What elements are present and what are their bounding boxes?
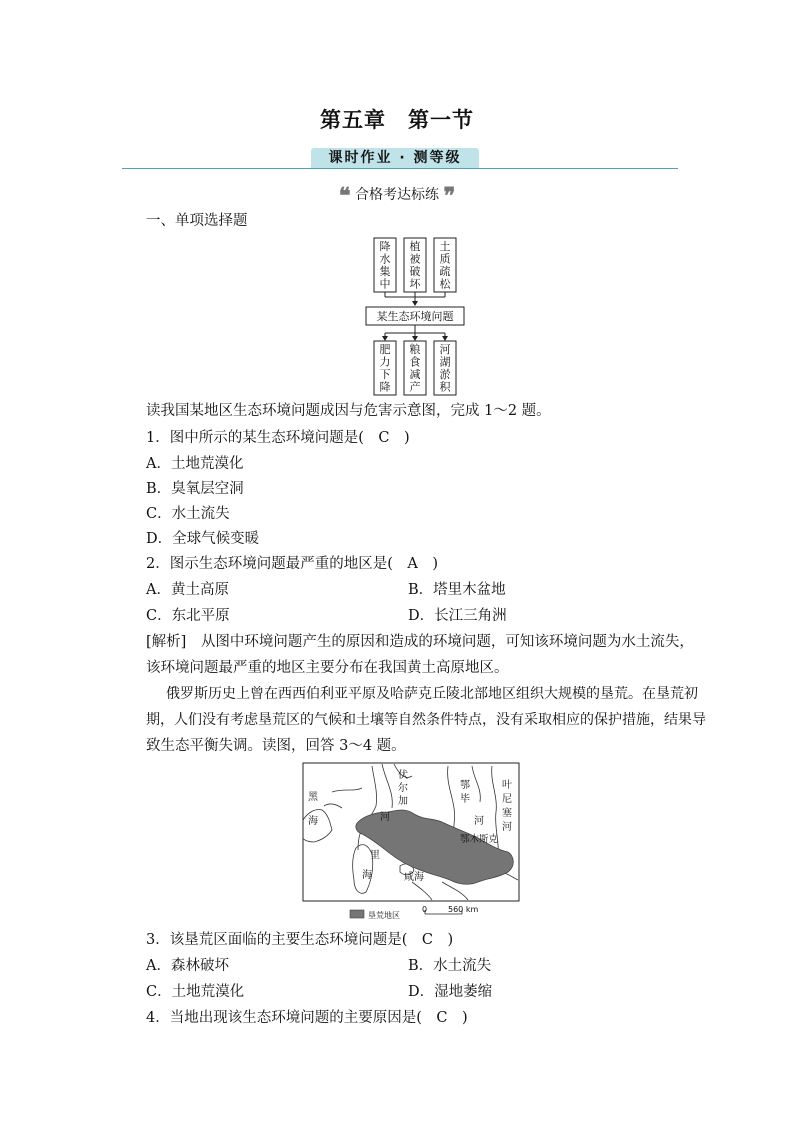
reclamation-map [302,762,520,922]
black-sea-label-2: 海 [308,816,318,827]
yenisei-label-1: 叶 [502,780,512,791]
legend-swatch [350,910,364,918]
intro-1: 读我国某地区生态环境问题成因与危害示意图，完成 1～2 题。 [146,403,551,419]
q1-stem: 1．图中所示的某生态环境问题是( C ) [146,430,410,446]
ob-label-1: 鄂 [460,780,470,791]
omsk-label: 鄂木斯克 [460,834,499,845]
volga-label-3: 加 [398,796,408,807]
ob-label-2: 毕 [460,794,470,805]
q3-option-d: D．湿地萎缩 [408,984,493,1000]
q2-option-c: C．东北平原 [146,608,230,624]
q2-option-a: A．黄土高原 [146,582,229,598]
q4-stem: 4．当地出现该生态环境问题的主要原因是( C ) [146,1010,468,1026]
header-rule [122,168,678,169]
volga-label-1: 伏 [398,770,408,781]
legend-label: 垦荒地区 [368,911,400,920]
q3-option-c: C．土地荒漠化 [146,984,245,1000]
scale-value: 560 km [448,905,479,914]
q2-option-b: B．塔里木盆地 [408,582,506,598]
intro-2-line-1: 俄罗斯历史上曾在西西伯利亚平原及哈萨克丘陵北部地区组织大规模的垦荒。在垦荒初 [166,686,698,702]
black-sea-label-1: 黑 [308,792,318,803]
caspian-label-1: 里 [370,850,380,861]
ob-label-3: 河 [474,816,484,827]
intro-2-line-2: 期，人们没有考虑垦荒区的气候和土壤等自然条件特点，没有采取相应的保护措施，结果导 [146,712,706,728]
scale-zero: 0 [422,905,428,914]
effect-label-2: 粮食减产 [409,343,421,394]
cause-label-2: 植被破坏 [409,240,421,291]
open-quote-icon: ❝ [338,183,351,209]
subheading [0,183,794,209]
yenisei-label-2: 尼 [502,794,512,805]
close-quote-icon: ❞ [443,183,456,209]
center-label: 某生态环境问题 [376,310,454,323]
section-heading: 一、单项选择题 [146,213,248,229]
q3-stem: 3．该垦荒区面临的主要生态环境问题是( C ) [146,932,454,948]
volga-river-label: 河 [380,812,390,823]
q2-stem: 2．图示生态环境问题最严重的地区是( A ) [146,556,439,572]
q2-option-d: D．长江三角洲 [408,608,507,624]
yenisei-label-4: 河 [502,822,512,833]
effect-label-1: 肥力下降 [379,343,391,394]
cause-label-3: 土质疏松 [439,240,451,291]
aral-label: 咸海 [404,872,424,883]
page-title: 第五章 第一节 [320,107,474,132]
explanation-line-1 [146,632,694,652]
effect-label-3: 河湖淤积 [439,343,451,394]
q1-option-b: B．臭氧层空洞 [146,481,244,497]
explanation-text-1: 从图中环境问题产生的原因和造成的环境问题，可知该环境问题为水土流失， [200,634,694,650]
q1-option-c: C．水土流失 [146,506,230,522]
cause-effect-diagram [364,233,468,397]
q3-option-a: A．森林破坏 [146,958,229,974]
cause-label-1: 降水集中 [379,240,391,291]
intro-2-line-3: 致生态平衡失调。读图，回答 3～4 题。 [146,738,406,754]
explanation-line-2: 该环境问题最严重的地区主要分布在我国黄土高原地区。 [146,660,509,676]
explanation-tag: [解析] [146,634,187,650]
subheading-text: 合格考达标练 [355,187,439,203]
volga-label-2: 尔 [398,783,408,794]
q1-option-d: D．全球气候变暖 [146,531,260,547]
caspian-label-2: 海 [362,870,372,881]
q1-option-a: A．土地荒漠化 [146,456,244,472]
yenisei-label-3: 塞 [502,808,512,819]
banner-label: 课时作业 · 测等级 [311,148,479,169]
q3-option-b: B．水土流失 [408,958,492,974]
